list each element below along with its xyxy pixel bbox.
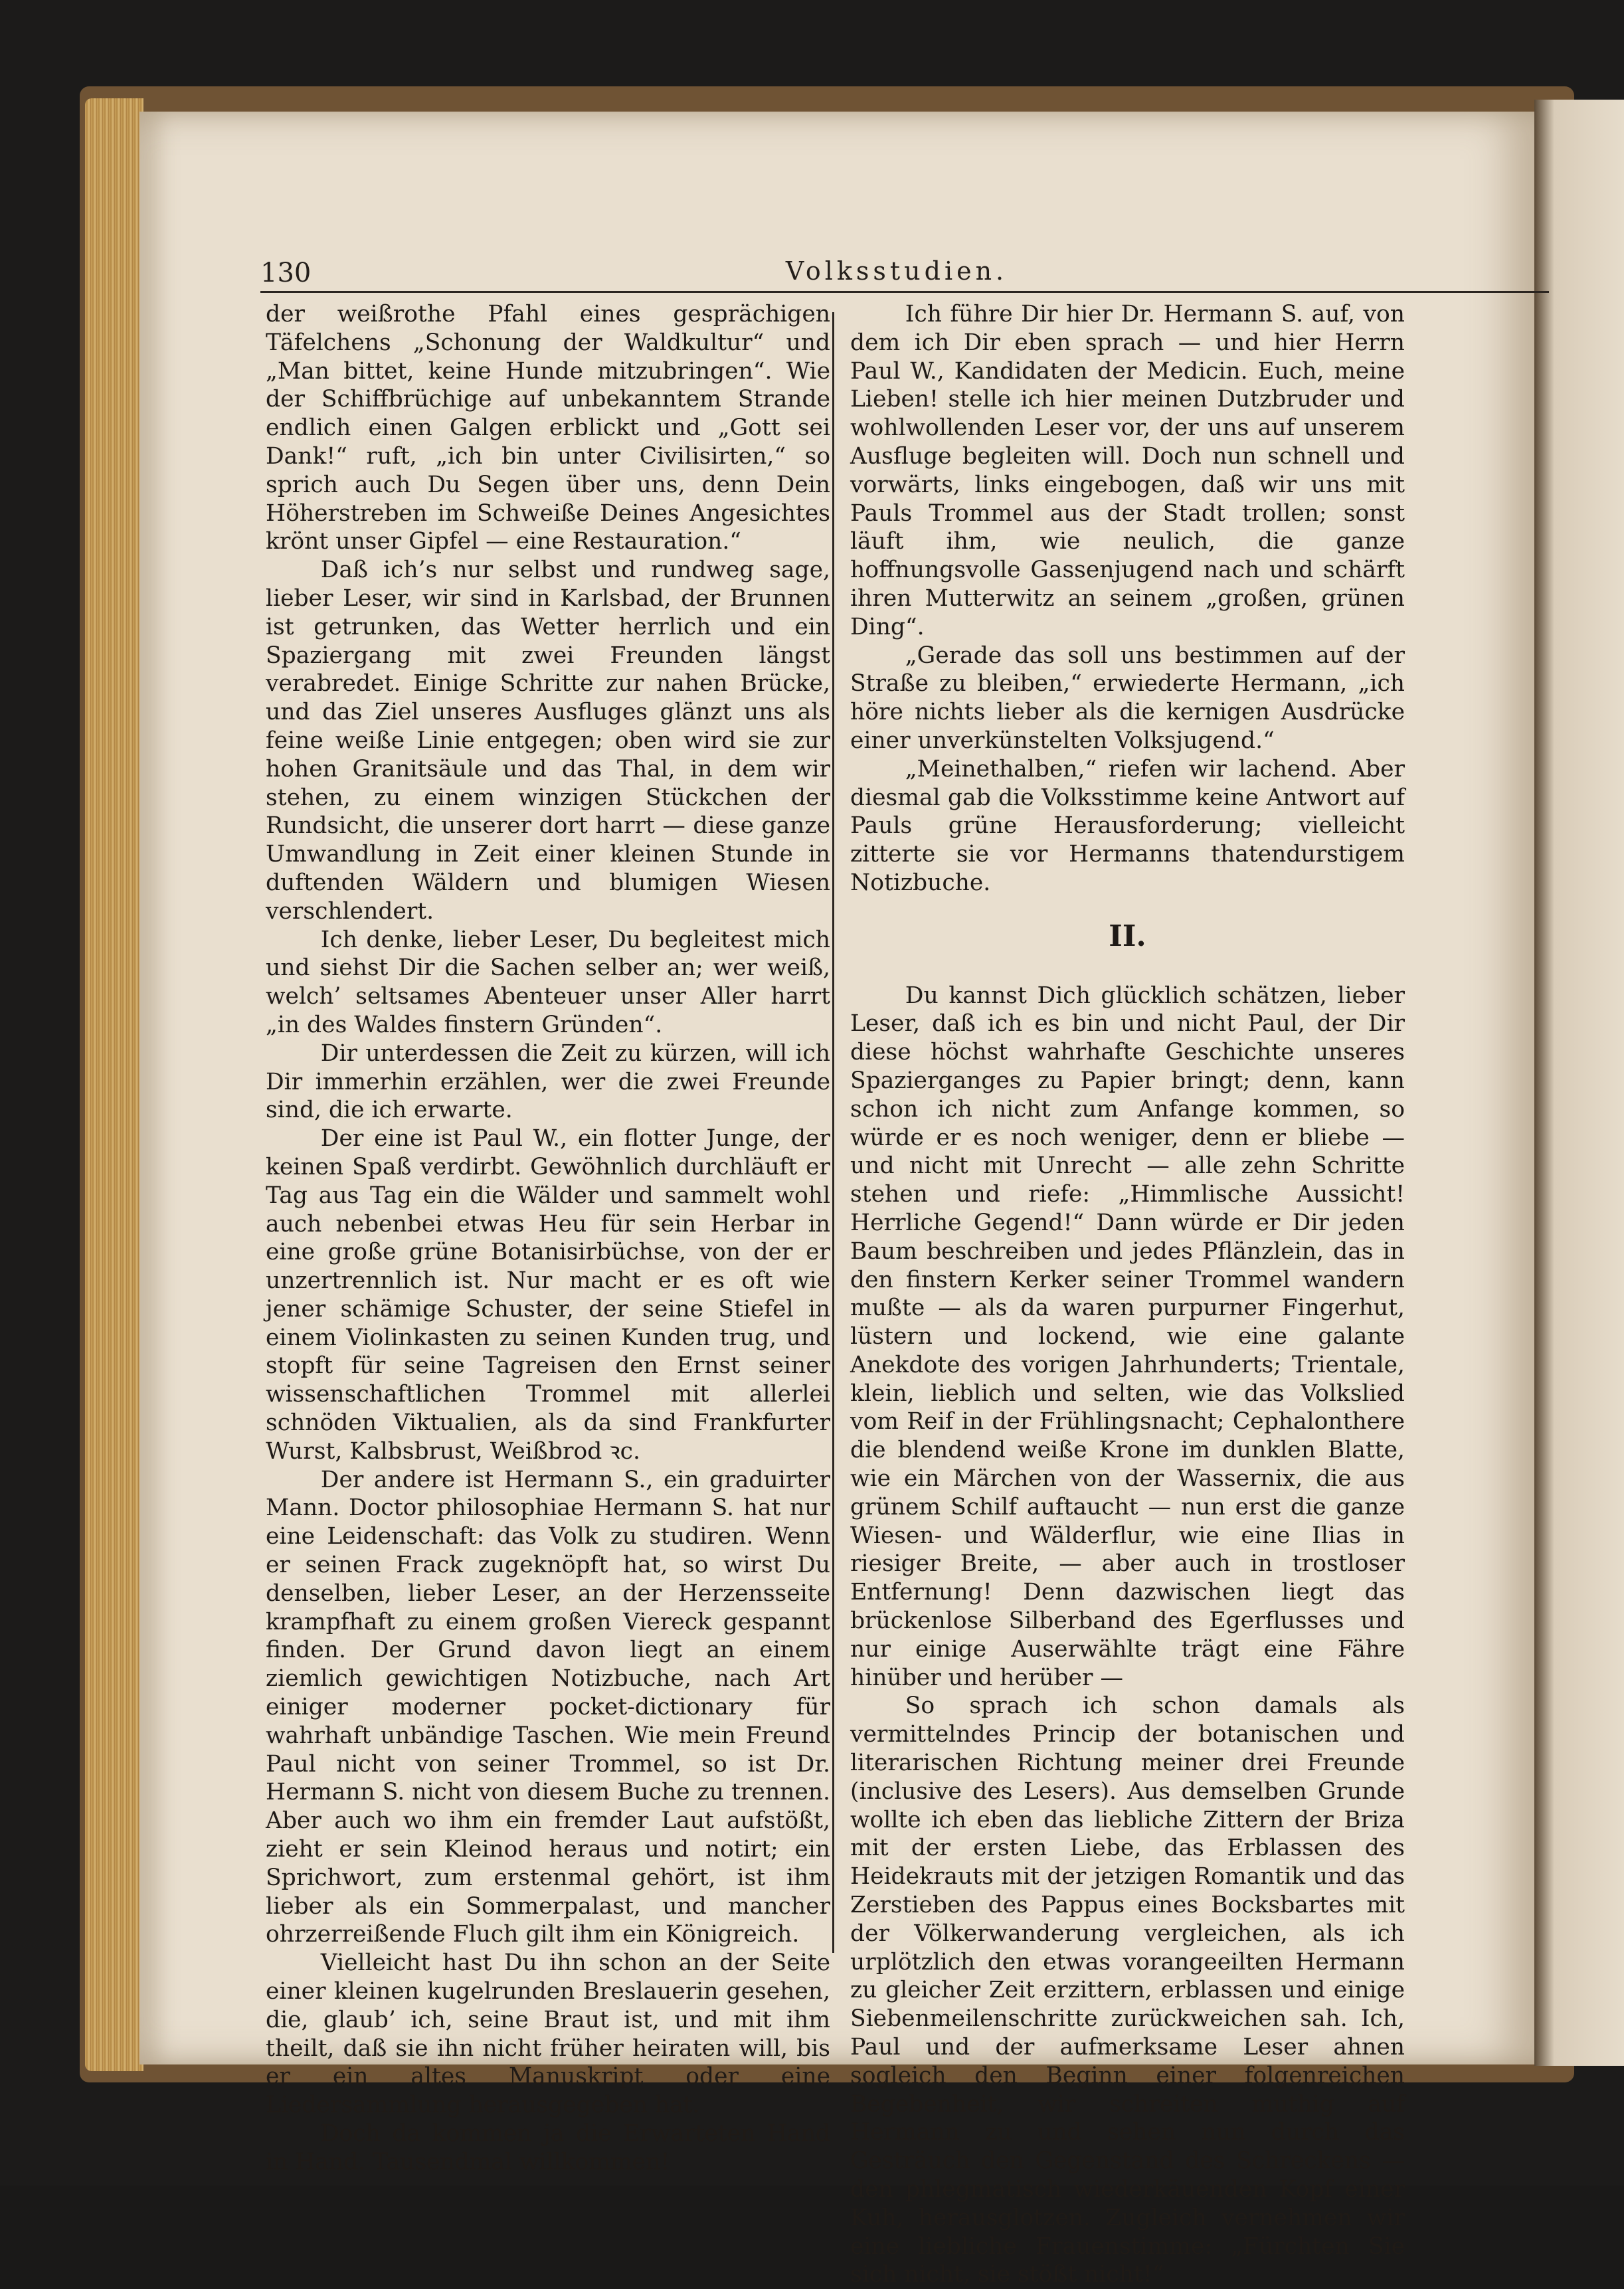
page-number: 130 bbox=[260, 258, 312, 288]
paragraph: Der andere ist Hermann S., ein graduirter Mann. Doctor philosophiae Hermann S. hat nur eine Leidenschaft: das Volk zu studiren. Wenn er seinen Frack zugeknöpft hat, so wirst Du denselben, lieber Leser, an der Herzensseite krampfhaft zu einem großen Viereck gespannt finden. Der Grund davon liegt an einem ziemlich gewichtigen Notizbuche, nach Art einiger moderner pocket-dictionary für wahrhaft unbändige Taschen. Wie mein Freund Paul nicht von seiner Trommel, so ist Dr. Hermann S. nicht von diesem Buche zu trennen. Aber auch wo ihm ein fremder Laut aufstößt, zieht er sein Kleinod heraus und notirt; ein Sprichwort, zum erstenmal gehört, ist ihm lieber als ein Sommerpalast, und mancher ohrzerreißende Fluch gilt ihm ein Königreich. bbox=[266, 1466, 830, 1948]
right-column bbox=[850, 300, 1405, 2289]
paragraph: „Meinethalben,“ riefen wir lachend. Aber diesmal gab die Volksstimme keine Antwort auf Pauls grüne Herausforderung; vielleicht zitterte sie vor Hermanns thatendurstigem Notizbuche. bbox=[850, 755, 1405, 896]
facing-page-edge bbox=[1534, 100, 1624, 2066]
running-title: Volksstudien. bbox=[785, 256, 1008, 286]
paragraph: So sprach ich schon damals als vermittelndes Princip der botanischen und literarischen Richtung meiner drei Freunde (inclusive des Lesers). Aus demselben Grunde wollte ich eben das liebliche Zittern der Briza mit der ersten Liebe, das Erblassen des Heidekrauts mit der jetzigen Romantik und das Zerstieben des Pappus eines Bocksbartes mit der Völkerwanderung vergleichen, als ich urplötzlich den etwas vorangeeilten Hermann zu gleicher Zeit erzittern, erblassen und einige Siebenmeilenschritte zurückweichen sah. Ich, Paul und der aufmerksame Leser ahnen sogleich den Beginn einer folgenreichen Begebenheit, wir schreiten muthig auf Hermann zu und sehen nun durch das Gesträuch den Gegenstand des Schreckens — den phlegmatisch wiederkäuenden Kopf einer Kuh, herausglotzen. Zugleich vernehmen wir eine liebliche Frauenstimme: „Fürchten Sie sich nicht, sie stößt nicht!“ bbox=[850, 1693, 1405, 2288]
section-heading: II. bbox=[1109, 919, 1146, 953]
paragraph: Du kannst Dich glücklich schätzen, lieber Leser, daß ich es bin und nicht Paul, der Dir diese höchst wahrhafte Geschichte unseres Spazierganges zu Papier bringt; denn, kann schon ich nicht zum Anfange kommen, so würde er es noch weniger, denn er bliebe — und nicht mit Unrecht — alle zehn Schritte stehen und riefe: „Himmlische Aussicht! Herrliche Gegend!“ Dann würde er Dir jeden Baum beschreiben und jedes Pflänzlein, das in den finstern Kerker seiner Trommel wandern mußte — als da waren purpurner Fingerhut, lüstern und lockend, wie eine galante Anekdote des vorigen Jahrhunderts; Trientale, klein, lieblich und selten, wie das Volkslied vom Reif in der Frühlingsnacht; Cephalonthere die blendend weiße Krone im dunklen Blatte, wie ein Märchen von der Wassernix, die aus grünem Schilf auftaucht — nun erst die ganze Wiesen- und Wälderflur, wie eine Ilias in riesiger Breite, — aber auch in trostloser Entfernung! Denn dazwischen liegt das brückenlose Silberband des Egerflusses und nur einige Auserwählte trägt eine Fähre hinüber und herüber — bbox=[850, 982, 1405, 1691]
paragraph: Der eine ist Paul W., ein flotter Junge, der keinen Spaß verdirbt. Gewöhnlich durchläuft er Tag aus Tag ein die Wälder und sammelt wohl auch nebenbei etwas Heu für sein Herbar in eine große grüne Botanisirbüchse, von der er unzertrennlich ist. Nur macht er es oft wie jener schämige Schuster, der seine Stiefel in einem Violinkasten zu seinen Kunden trug, und stopft für seine Tagreisen den Ernst seiner wissenschaftlichen Trommel mit allerlei schnöden Viktualien, als da sind Frankfurter Wurst, Kalbsbrust, Weißbrod ꝛc. bbox=[266, 1125, 830, 1465]
paragraph: Doch da kommen ja die Erwarteten Hand in Hand. Tausendmal willkommen! bbox=[266, 2120, 830, 2175]
paragraph: der weißrothe Pfahl eines gesprächigen Täfelchens „Schonung der Waldkultur“ und „Man bittet, keine Hunde mitzubringen“. Wie der Schiffbrüchige auf unbekanntem Strande endlich einen Galgen erblickt und „Gott sei Dank!“ ruft, „ich bin unter Civilisirten,“ so sprich auch Du Segen über uns, denn Dein Höherstreben im Schweiße Deines Angesichtes krönt unser Gipfel — eine Restauration.“ bbox=[266, 301, 830, 555]
page-stack-edge bbox=[85, 98, 143, 2071]
paragraph: Dir unterdessen die Zeit zu kürzen, will ich Dir immerhin erzählen, wer die zwei Freunde sind, die ich erwarte. bbox=[266, 1040, 830, 1124]
paragraph: Vielleicht hast Du ihn schon an der Seite einer kleinen kugelrunden Breslauerin gesehen, die, glaub’ ich, seine Braut ist, und mit ihm theilt, daß sie ihn nicht früher heiraten will, bis er ein altes Manuskript oder eine Liedersammlung herausgegeben hat. bbox=[266, 1950, 830, 2119]
left-column bbox=[266, 300, 830, 2177]
paragraph: Daß ich’s nur selbst und rundweg sage, lieber Leser, wir sind in Karlsbad, der Brunnen ist getrunken, das Wetter herrlich und ein Spaziergang mit zwei Freunden längst verabredet. Einige Schritte zur nahen Brücke, und das Ziel unseres Ausfluges glänzt uns als feine weiße Linie entgegen; oben wird sie zur hohen Granitsäule und das Thal, in dem wir stehen, zu einem winzigen Stückchen der Rundsicht, die unserer dort harrt — diese ganze Umwandlung in Zeit einer kleinen Stunde in duftenden Wäldern und blumigen Wiesen verschlendert. bbox=[266, 557, 830, 925]
paragraph: Ich führe Dir hier Dr. Hermann S. auf, von dem ich Dir eben sprach — und hier Herrn Paul W., Kandidaten der Medicin. Euch, meine Lieben! stelle ich hier meinen Dutzbruder und wohlwollenden Leser vor, der uns auf unserem Ausfluge begleiten will. Doch nun schnell und vorwärts, links eingebogen, daß wir uns mit Pauls Trommel aus der Stadt trollen; sonst läuft ihm, wie neulich, die ganze hoffnungsvolle Gassenjugend nach und schärft ihren Mutterwitz an seinem „großen, grünen Ding“. bbox=[850, 301, 1405, 640]
paragraph: „Gerade das soll uns bestimmen auf der Straße zu bleiben,“ erwiederte Hermann, „ich höre nichts lieber als die kernigen Ausdrücke einer unverkünstelten Volksjugend.“ bbox=[850, 642, 1405, 754]
header-rule bbox=[260, 291, 1549, 293]
column-divider bbox=[832, 312, 834, 1953]
paragraph: Ich denke, lieber Leser, Du begleitest mich und siehst Dir die Sachen selber an; wer weiß, welch’ seltsames Abenteuer unser Aller harrt „in des Waldes finstern Gründen“. bbox=[266, 926, 830, 1038]
